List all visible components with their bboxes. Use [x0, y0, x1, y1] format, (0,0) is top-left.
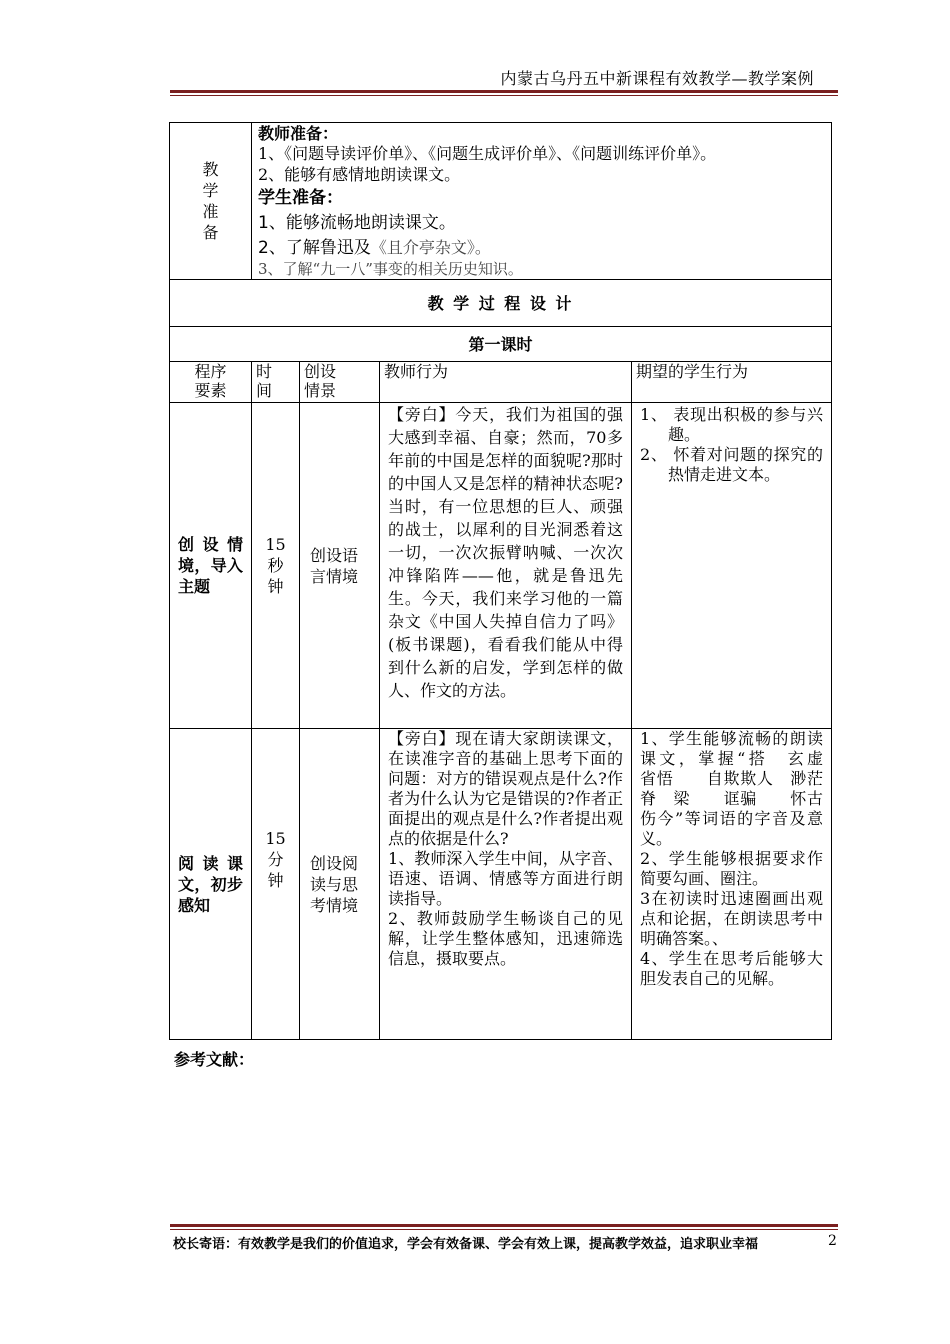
table-row [170, 729, 832, 1040]
header-title: 内蒙古乌丹五中新课程有效教学—教学案例 [500, 69, 814, 88]
teacher-behavior-item: 1、教师深入学生中间，从字音、语速、语调、情感等方面进行朗读指导。 [388, 849, 623, 908]
row-student [632, 729, 856, 1040]
student-behavior-item: 4、学生在思考后能够大胆发表自己的见解。 [640, 949, 823, 988]
design-title-row [170, 280, 832, 327]
lesson-plan-table [169, 122, 856, 1040]
teacher-prep-item: 2、能够有感情地朗读课文。 [258, 165, 461, 184]
row-scene: 创设语言情境 [300, 403, 380, 729]
col-header-scene: 创设 情景 [300, 362, 380, 403]
student-prep-item: 3、了解“九一八”事变的相关历史知识。 [258, 260, 523, 278]
references-label: 参考文献： [174, 1050, 255, 1069]
col-header-element: 程序 要素 [170, 362, 252, 403]
col-header-time: 时 间 [252, 362, 300, 403]
student-behavior-item: 2、学生能够根据要求作简要勾画、圈注。 [640, 849, 823, 888]
footer-motto: 校长寄语：有效教学是我们的价值追求，学会有效备课、学会有效上课，提高教学效益，追求职业幸福 [173, 1237, 759, 1252]
student-prep-item-part: 2、了解鲁迅及 [258, 238, 371, 258]
footer-rule [170, 1224, 838, 1227]
teacher-prep-title: 教师准备： [258, 124, 339, 143]
header-rule [170, 90, 838, 93]
teacher-behavior-item: 2、教师鼓励学生畅谈自己的见解，让学生整体感知，迅速筛选信息，摄取要点。 [388, 909, 623, 968]
student-behavior-item: 1、 表现出积极的参与兴趣。 [640, 405, 823, 444]
lesson-title-row [170, 327, 832, 362]
footer-rule-thin [170, 1229, 838, 1230]
teacher-behavior-item: 【旁白】现在请大家朗读课文，在读准字音的基础上思考下面的问题：对方的错误观点是什么?作者为什么认为它是错误的?作者正面提出的观点是什么?作者提出观点的依据是什么? [388, 729, 623, 848]
student-behavior-item: 2、 怀着对问题的探究的热情走进文本。 [640, 445, 823, 484]
student-behavior-item: 3在初读时迅速圈画出观点和论据，在朗读思考中明确答案。、 [640, 889, 823, 948]
row-element: 阅读课文，初步感知 [170, 729, 252, 1040]
student-behavior-item: 1、学生能够流畅的朗读课文，掌握“搭 玄虚 省悟 自欺欺人 渺茫 脊 梁 诓骗 怀古伤今”等词语的字音及意义。 [640, 729, 856, 848]
page-number: 2 [828, 1233, 837, 1249]
col-header-teacher: 教师行为 [380, 362, 632, 403]
row-student [632, 403, 832, 729]
design-title: 教 学 过 程 设 计 [170, 280, 832, 327]
student-prep-item: 1、能够流畅地朗读课文。 [258, 213, 456, 233]
prep-content [252, 123, 832, 280]
row-teacher [380, 729, 632, 1040]
row-time: 15 分 钟 [252, 729, 300, 1040]
header-rule-thin [170, 95, 838, 96]
lesson-title: 第一课时 [170, 327, 832, 362]
prep-label: 教 学 准 备 [170, 123, 252, 280]
prep-row [170, 123, 832, 280]
col-header-student: 期望的学生行为 [632, 362, 832, 403]
row-element: 创设情境，导入主题 [170, 403, 252, 729]
student-prep-item [258, 236, 825, 260]
teacher-prep-item: 1、《问题导读评价单》、《问题生成评价单》、《问题训练评价单》。 [258, 144, 717, 163]
row-time: 15 秒 钟 [252, 403, 300, 729]
row-teacher: 【旁白】今天，我们为祖国的强大感到幸福、自豪；然而，70多年前的中国是怎样的面貌呢?那时的中国人又是怎样的精神状态呢?当时，有一位思想的巨人、顽强的战士，以犀利的目光洞悉着这一切，一次次振臂呐喊、一次次冲锋陷阵——他，就是鲁迅先生。今天，我们来学习他的一篇杂文《中国人失掉自信力了吗》(板书课题)，看看我们能从中得到什么新的启发，学到怎样的做人、作文的方法。 [380, 403, 632, 729]
row-scene: 创设阅读与思考情境 [300, 729, 380, 1040]
table-row [170, 403, 832, 729]
student-prep-title: 学生准备： [258, 188, 343, 208]
student-prep-item-part: 《且介亭杂文》。 [370, 238, 491, 257]
column-header-row [170, 362, 832, 403]
